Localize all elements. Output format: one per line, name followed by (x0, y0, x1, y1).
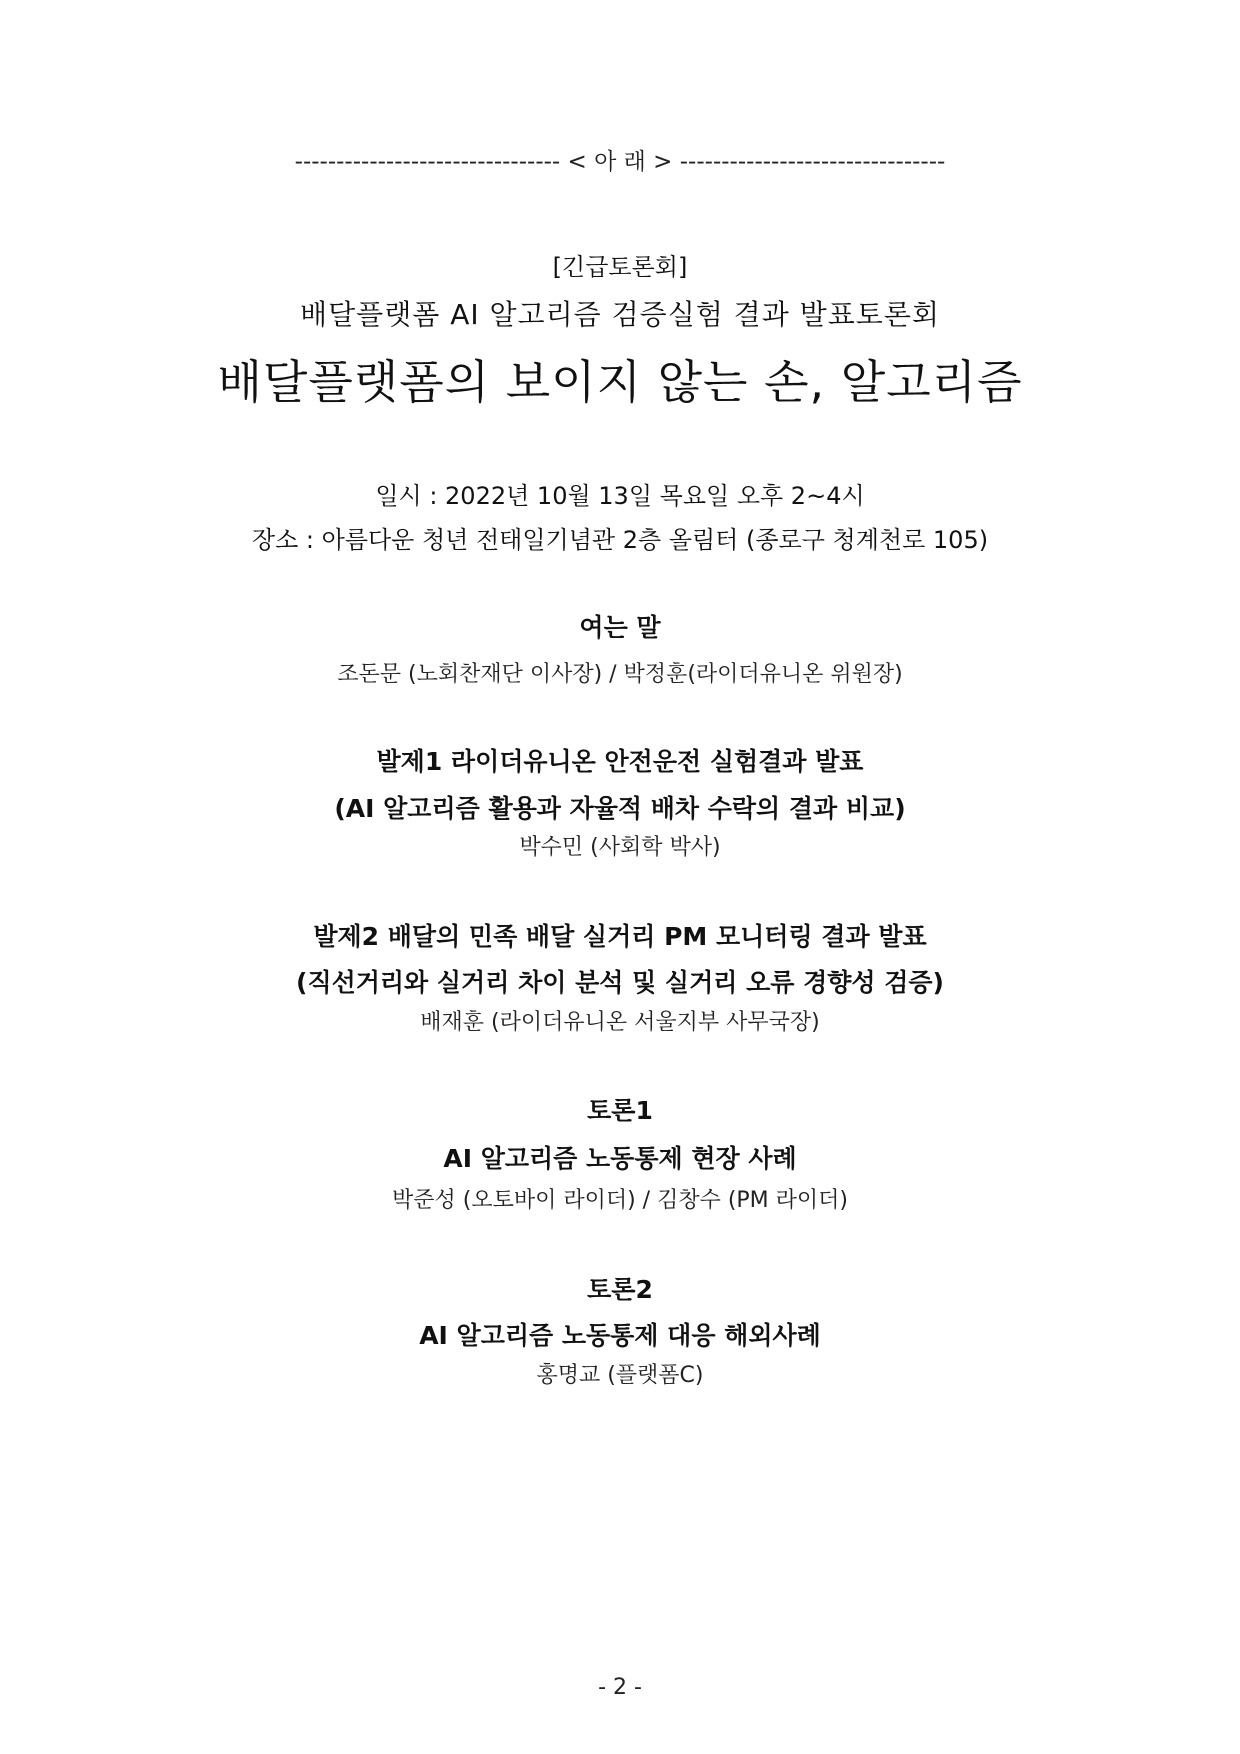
presentation2-speaker: 배재훈 (라이더유니온 서울지부 사무국장) (420, 1010, 820, 1035)
presentation1-speaker: 박수민 (사회학 박사) (519, 835, 721, 860)
discussion2-speakers: 홍명교 (플랫폼C) (536, 1363, 704, 1388)
event-date: 일시 : 2022년 10월 13일 목요일 오후 2~4시 (375, 482, 865, 510)
event-subtitle: 배달플랫폼 AI 알고리즘 검증실험 결과 발표토론회 (300, 298, 940, 331)
opening-remarks-title: 여는 말 (579, 613, 661, 642)
event-tag: [긴급토론회] (552, 253, 688, 281)
discussion1-title: AI 알고리즘 노동통제 현장 사례 (443, 1144, 797, 1173)
discussion2-label: 토론2 (587, 1275, 653, 1304)
presentation1-title: 발제1 라이더유니온 안전운전 실험결과 발표 (376, 747, 864, 776)
presentation2-subtitle: (직선거리와 실거리 차이 분석 및 실거리 오류 경향성 검증) (296, 968, 944, 997)
opening-remarks-speakers: 조돈문 (노회찬재단 이사장) / 박정훈(라이더유니온 위원장) (337, 662, 903, 687)
page-number: - 2 - (598, 1675, 642, 1700)
discussion1-speakers: 박준성 (오토바이 라이더) / 김창수 (PM 라이더) (392, 1188, 848, 1213)
presentation1-subtitle: (AI 알고리즘 활용과 자율적 배차 수락의 결과 비교) (334, 794, 906, 823)
event-venue: 장소 : 아름다운 청년 전태일기념관 2층 올림터 (종로구 청계천로 105) (251, 526, 989, 554)
discussion2-title: AI 알고리즘 노동통제 대응 해외사례 (419, 1321, 821, 1350)
section-divider: -------------------------------- < 아 래 > -------------------------------- (294, 149, 946, 175)
presentation2-title: 발제2 배달의 민족 배달 실거리 PM 모니터링 결과 발표 (313, 922, 927, 951)
discussion1-label: 토론1 (587, 1096, 653, 1125)
event-title: 배달플랫폼의 보이지 않는 손, 알고리즘 (217, 355, 1023, 409)
